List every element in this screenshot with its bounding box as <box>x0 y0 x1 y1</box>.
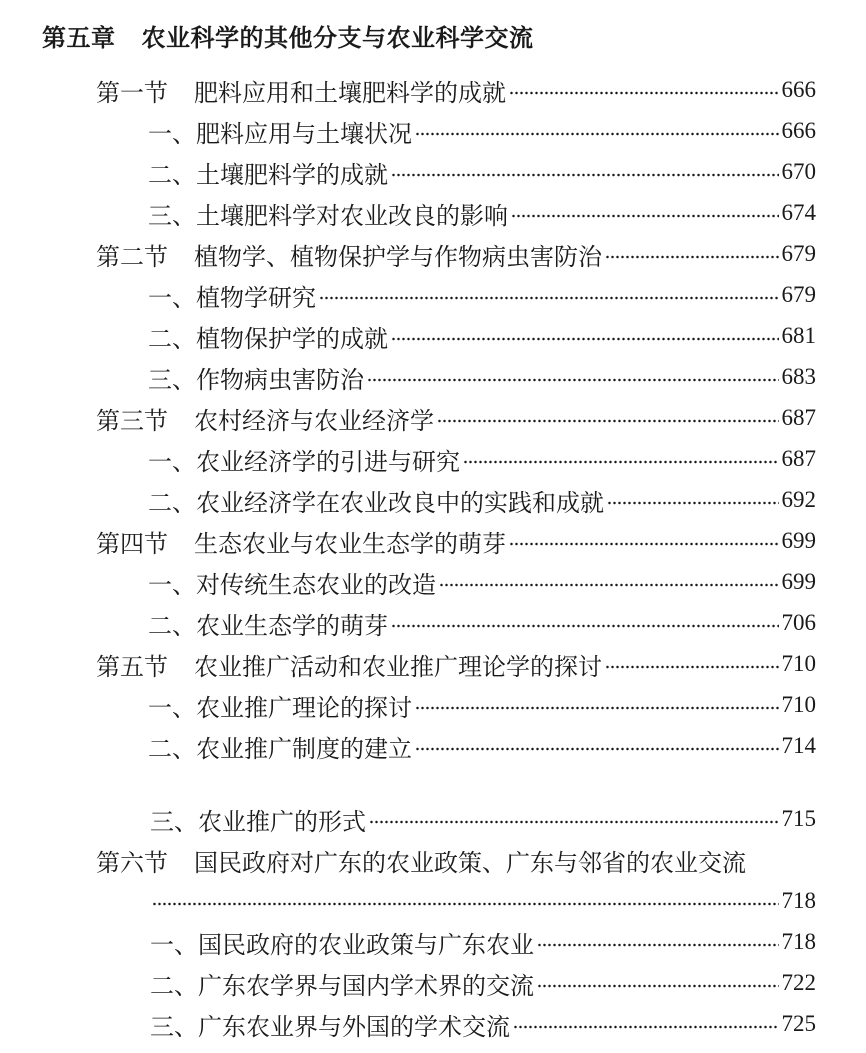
leader-dots <box>415 132 779 136</box>
toc-label: 二、 <box>148 611 196 639</box>
toc-title: 农业经济学在农业改良中的实践和成就 <box>196 488 604 516</box>
toc-row-section[interactable] <box>96 525 816 557</box>
chapter-label: 第五章 <box>42 24 116 52</box>
leader-dots <box>391 173 779 177</box>
toc-page-number: 714 <box>781 733 816 758</box>
toc-label: 三、 <box>148 201 196 229</box>
toc-row-subsection[interactable] <box>148 279 816 311</box>
toc-row-subsection[interactable] <box>148 115 816 147</box>
toc-label: 第六节 <box>96 848 168 877</box>
toc-row-subsection[interactable] <box>148 730 816 762</box>
toc-page-number: 681 <box>781 323 816 348</box>
toc-title: 土壤肥料学对农业改良的影响 <box>196 201 508 229</box>
toc-row-section[interactable] <box>96 402 816 434</box>
toc-label: 三、 <box>150 1012 198 1040</box>
toc-row-subsection[interactable] <box>150 1008 816 1040</box>
toc-title: 对传统生态农业的改造 <box>196 570 436 598</box>
toc-title: 农村经济与农业经济学 <box>194 406 434 434</box>
toc-label: 一、 <box>150 930 198 958</box>
leader-dots <box>513 1025 779 1029</box>
toc-title: 土壤肥料学的成就 <box>196 160 388 188</box>
toc-page-number: 699 <box>781 528 816 553</box>
toc-page-number: 687 <box>781 405 816 430</box>
chapter-heading <box>42 18 534 53</box>
leader-dots <box>367 378 779 382</box>
leader-dots <box>605 255 779 259</box>
toc-title: 肥料应用和土壤肥料学的成就 <box>194 78 506 106</box>
toc-row-subsection[interactable] <box>148 197 816 229</box>
leader-dots <box>509 542 779 546</box>
toc-row-subsection[interactable] <box>148 607 816 639</box>
toc-page-number: 725 <box>781 1011 816 1036</box>
toc-label: 第四节 <box>96 529 168 557</box>
toc-page-number: 687 <box>781 446 816 471</box>
toc-row-subsection[interactable] <box>148 320 816 352</box>
leader-dots <box>463 460 779 464</box>
toc-page-number: 718 <box>781 929 816 954</box>
toc-page-number: 718 <box>781 888 816 913</box>
leader-dots <box>509 91 779 95</box>
toc-row-subsection[interactable] <box>148 566 816 598</box>
leader-dots <box>537 943 779 947</box>
toc-row-subsection[interactable] <box>150 926 816 958</box>
toc-title: 农业推广活动和农业推广理论学的探讨 <box>194 652 602 680</box>
leader-dots <box>415 706 779 710</box>
toc-label: 一、 <box>148 447 196 475</box>
leader-dots <box>319 296 779 300</box>
toc-title: 农业经济学的引进与研究 <box>196 447 460 475</box>
toc-page-number: 666 <box>781 118 816 143</box>
toc-label: 一、 <box>148 283 196 311</box>
leader-dots <box>415 747 779 751</box>
toc-label: 一、 <box>148 570 196 598</box>
toc-title: 植物学、植物保护学与作物病虫害防治 <box>194 242 602 270</box>
toc-row-section-six[interactable] <box>96 844 746 876</box>
toc-row-subsection[interactable] <box>148 361 816 393</box>
toc-label: 二、 <box>148 488 196 516</box>
toc-row-section[interactable] <box>96 74 816 106</box>
toc-title: 农业推广的形式 <box>198 807 366 835</box>
toc-row-section[interactable] <box>96 648 816 680</box>
toc-row-subsection[interactable] <box>150 967 816 999</box>
toc-page-number: 679 <box>781 282 816 307</box>
leader-dots <box>537 984 779 988</box>
toc-title: 国民政府的农业政策与广东农业 <box>198 930 534 958</box>
toc-page-number: 674 <box>781 200 816 225</box>
toc-title: 肥料应用与土壤状况 <box>196 119 412 147</box>
toc-page-number: 710 <box>781 651 816 676</box>
toc-title: 国民政府对广东的农业政策、广东与邻省的农业交流 <box>194 848 746 877</box>
toc-label: 三、 <box>150 807 198 835</box>
toc-page-number: 710 <box>781 692 816 717</box>
toc-title: 农业推广理论的探讨 <box>196 693 412 721</box>
toc-label: 二、 <box>148 324 196 352</box>
toc-title: 广东农业界与外国的学术交流 <box>198 1012 510 1040</box>
toc-title: 植物学研究 <box>196 283 316 311</box>
toc-label: 第五节 <box>96 652 168 680</box>
toc-page-number: 715 <box>781 806 816 831</box>
toc-label: 三、 <box>148 365 196 393</box>
toc-row-continuation[interactable] <box>152 885 816 917</box>
toc-title: 农业推广制度的建立 <box>196 734 412 762</box>
toc-row-subsection[interactable] <box>148 156 816 188</box>
toc-label: 第二节 <box>96 242 168 270</box>
leader-dots <box>605 665 779 669</box>
toc-page-number: 683 <box>781 364 816 389</box>
leader-dots <box>511 214 779 218</box>
leader-dots <box>152 902 779 906</box>
toc-label: 一、 <box>148 119 196 147</box>
toc-row-subsection[interactable] <box>148 443 816 475</box>
toc-row-subsection[interactable] <box>148 689 816 721</box>
leader-dots <box>391 624 779 628</box>
toc-page-number: 679 <box>781 241 816 266</box>
toc-label: 第三节 <box>96 406 168 434</box>
toc-label: 一、 <box>148 693 196 721</box>
toc-title: 广东农学界与国内学术界的交流 <box>198 971 534 999</box>
toc-page-number: 699 <box>781 569 816 594</box>
leader-dots <box>607 501 779 505</box>
toc-row-section[interactable] <box>96 238 816 270</box>
toc-page-number: 670 <box>781 159 816 184</box>
toc-title: 生态农业与农业生态学的萌芽 <box>194 529 506 557</box>
toc-label: 二、 <box>150 971 198 999</box>
toc-row-subsection[interactable] <box>150 803 816 835</box>
toc-page-number: 692 <box>781 487 816 512</box>
toc-page-number: 706 <box>781 610 816 635</box>
leader-dots <box>439 583 779 587</box>
toc-page-number: 722 <box>781 970 816 995</box>
toc-page-number: 666 <box>781 77 816 102</box>
toc-label: 二、 <box>148 160 196 188</box>
toc-title: 植物保护学的成就 <box>196 324 388 352</box>
toc-row-subsection[interactable] <box>148 484 816 516</box>
leader-dots <box>391 337 779 341</box>
chapter-title: 农业科学的其他分支与农业科学交流 <box>141 24 534 52</box>
leader-dots <box>369 820 779 824</box>
toc-label: 二、 <box>148 734 196 762</box>
toc-title: 作物病虫害防治 <box>196 365 364 393</box>
toc-title: 农业生态学的萌芽 <box>196 611 388 639</box>
leader-dots <box>437 419 779 423</box>
toc-label: 第一节 <box>96 78 168 106</box>
